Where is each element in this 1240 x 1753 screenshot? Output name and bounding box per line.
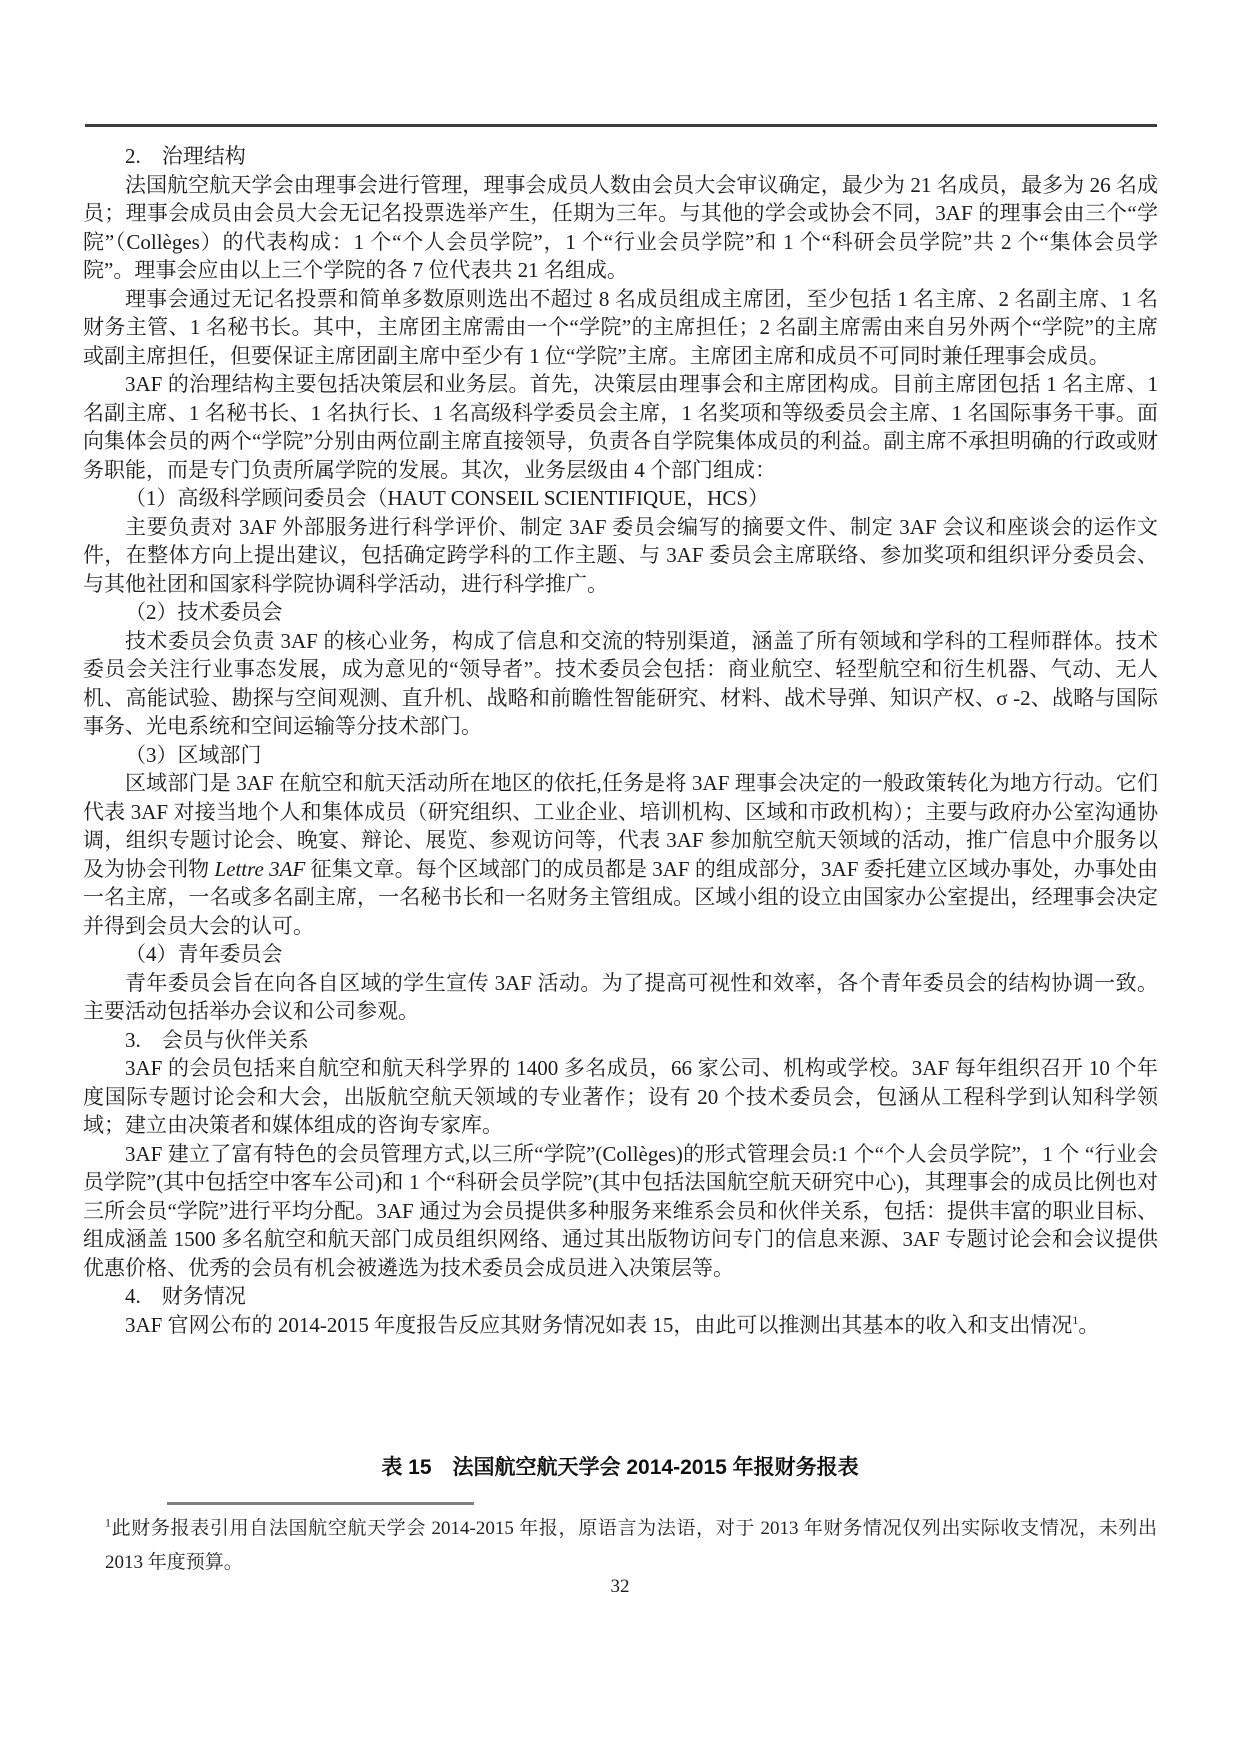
paragraph (83, 285, 1158, 371)
subheading (83, 598, 1158, 627)
paragraph (83, 627, 1158, 741)
journal-name: Lettre 3AF (214, 856, 306, 881)
table-caption: 表 15 法国航空航天学会 2014-2015 年报财务报表 (381, 1456, 859, 1479)
text-run: （3）区域部门 (125, 742, 262, 767)
paragraph (83, 513, 1158, 599)
subheading (83, 940, 1158, 969)
text-run: 。 (1078, 1312, 1100, 1337)
text-run: 法国航空航天学会由理事会进行管理，理事会成员人数由会员大会审议确定，最少为 21 名成员，最多为 26 名成员；理事会成员由会员大会无记名投票选举产生，任期为三年。与其他的学会或协会不同，3AF 的理事会由三个“学院”（Collèges）的代表构成：1 个“个人会员学院”，1 个“行业会员学院”和 1 个“科研会员学院”共 2 个“集体会员学院”。理事会应由以上三个学院的各 7 位代表共 21 名组成。 (83, 172, 1158, 282)
paragraph (83, 171, 1158, 285)
footnote-separator-rule (167, 1502, 474, 1505)
text-run: 理事会通过无记名投票和简单多数原则选出不超过 8 名成员组成主席团，至少包括 1 名主席、2 名副主席、1 名财务主管、1 名秘书长。其中，主席团主席需由一个“学院”的主席担任；2 名副主席需由来自另外两个“学院”的主席或副主席担任，但要保证主席团副主席中至少有 1 位“学院”主席。主席团主席和成员不可同时兼任理事会成员。 (83, 286, 1158, 368)
text-run: 3AF 的会员包括来自航空和航天科学界的 1400 多名成员，66 家公司、机构或学校。3AF 每年组织召开 10 个年度国际专题讨论会和大会，出版航空航天领域的专业著作；设有 20 个技术委员会，包涵从工程科学到认知科学领域；建立由决策者和媒体组成的咨询专家库。 (83, 1056, 1158, 1137)
subheading (83, 741, 1158, 770)
paragraph (83, 1054, 1158, 1140)
paragraph (83, 769, 1158, 940)
header-rule (85, 124, 1157, 127)
footnote (105, 1512, 1157, 1580)
text-run: 3AF 的治理结构主要包括决策层和业务层。首先，决策层由理事会和主席团构成。目前主席团包括 1 名主席、1 名副主席、1 名秘书长、1 名执行长、1 名高级科学委员会主席，1 名奖项和等级委员会主席、1 名国际事务干事。面向集体会员的两个“学院”分别由两位副主席直接领导，负责各自学院集体成员的利益。副主席不承担明确的行政或财务职能，而是专门负责所属学院的发展。其次，业务层级由 4 个部门组成： (83, 372, 1158, 482)
text-run: 3. 会员与伙伴关系 (125, 1027, 309, 1052)
heading (83, 1026, 1158, 1055)
text-run: （4）青年委员会 (125, 942, 283, 966)
text-run: 3AF 建立了富有特色的会员管理方式,以三所“学院”(Collèges)的形式管理会员:1 个“个人会员学院”，1 个 “行业会员学院”(其中包括空中客车公司)和 1 个“科研会员学院”(其中包括法国航空航天研究中心)，其理事会的成员比例也对三所会员“学院”进行平均分配。3AF 通过为会员提供多种服务来维系会员和伙伴关系，包括：提供丰富的职业目标、组成涵盖 1500 多名航空和航天部门成员组织网络、通过其出版物访问专门的信息来源、3AF 专题讨论会和会议提供优惠价格、优秀的会员有机会被遴选为技术委员会成员进入决策层等。 (83, 1141, 1158, 1280)
document-body (83, 142, 1158, 1339)
subheading (83, 484, 1158, 513)
text-run: （1）高级科学顾问委员会（HAUT CONSEIL SCIENTIFIQUE，HCS） (125, 486, 770, 510)
footnote-reference: 1 (1072, 1312, 1079, 1327)
footnote-text: 此财务报表引用自法国航空航天学会 2014-2015 年报，原语言为法语，对于 2013 年财务情况仅列出实际收支情况，未列出 2013 年度预算。 (105, 1518, 1157, 1573)
text-run: 征集文章。每个区域部门的成员都是 3AF 的组成部分，3AF 委托建立区域办事处，办事处由一名主席，一名或多名副主席，一名秘书长和一名财务主管组成。区域小组的设立由国家办公室提出，经理事会决定并得到会员大会的认可。 (83, 856, 1159, 938)
paragraph (83, 1311, 1158, 1340)
heading (83, 1282, 1158, 1311)
text-run: 主要负责对 3AF 外部服务进行科学评价、制定 3AF 委员会编写的摘要文件、制定 3AF 会议和座谈会的运作文件，在整体方向上提出建议，包括确定跨学科的工作主题、与 3AF 委员会主席联络、参加奖项和组织评分委员会、与其他社团和国家科学院协调科学活动，进行科学推广。 (83, 514, 1158, 596)
paragraph (83, 370, 1158, 484)
text-run: 青年委员会旨在向各自区域的学生宣传 3AF 活动。为了提高可视性和效率，各个青年委员会的结构协调一致。主要活动包括举办会议和公司参观。 (83, 970, 1158, 1023)
paragraph (83, 969, 1158, 1026)
heading (83, 142, 1158, 171)
footnote-marker: 1 (105, 1515, 111, 1530)
text-run: 技术委员会负责 3AF 的核心业务，构成了信息和交流的特别渠道，涵盖了所有领域和学科的工程师群体。技术委员会关注行业事态发展，成为意见的“领导者”。技术委员会包括：商业航空、轻型航空和衍生机器、气动、无人机、高能试验、勘探与空间观测、直升机、战略和前瞻性智能研究、材料、战术导弹、知识产权、σ -2、战略与国际事务、光电系统和空间运输等分技术部门。 (83, 628, 1158, 738)
text-run: 2. 治理结构 (125, 144, 246, 168)
page-number: 32 (610, 1576, 630, 1597)
text-run: 4. 财务情况 (125, 1284, 246, 1308)
text-run: 3AF 官网公布的 2014-2015 年度报告反应其财务情况如表 15，由此可以推测出其基本的收入和支出情况 (125, 1312, 1073, 1337)
text-run: （2）技术委员会 (125, 600, 283, 624)
text-run: 区域部门是 3AF 在航空和航天活动所在地区的依托,任务是将 3AF 理事会决定的一般政策转化为地方行动。它们代表 3AF 对接当地个人和集体成员（研究组织、工业企业、培训机构、区域和市政机构）；主要与政府办公室沟通协调，组织专题讨论会、晚宴、辩论、展览、参观访问等，代表 3AF 参加航空航天领域的活动，推广信息中介服务以及为协会刊物 (83, 771, 1158, 881)
paragraph (83, 1140, 1158, 1283)
